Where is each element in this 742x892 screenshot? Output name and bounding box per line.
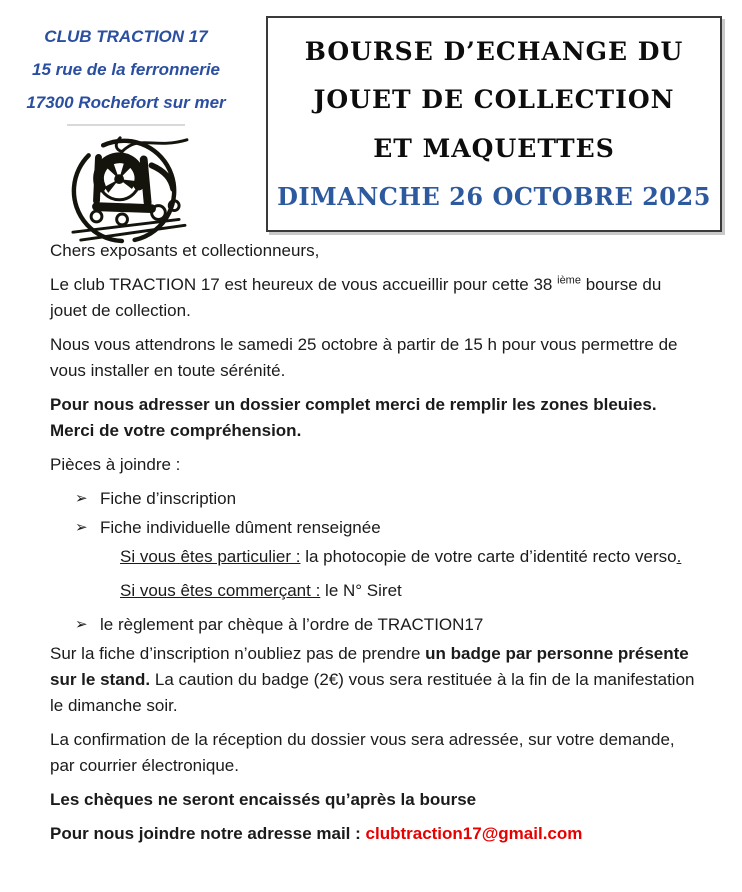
bullet-arrow-icon: ➢ bbox=[75, 490, 88, 507]
club-address-line1: 15 rue de la ferronnerie bbox=[31, 60, 221, 79]
text-run: bourse du jouet de collection. bbox=[50, 275, 662, 320]
paragraph bbox=[50, 544, 700, 570]
event-date: DIMANCHE 26 OCTOBRE 2025 bbox=[277, 181, 711, 211]
text-run: Pour nous adresser un dossier complet merci de remplir les zones bleuies. Merci de votre compréhension. bbox=[50, 395, 657, 440]
paragraph bbox=[50, 578, 700, 604]
text-run: Sur la fiche d’inscription n’oubliez pas de prendre bbox=[50, 644, 426, 663]
document-body bbox=[50, 238, 700, 855]
logo-top-divider bbox=[67, 124, 185, 126]
text-run: le N° Siret bbox=[320, 581, 402, 600]
paragraph bbox=[50, 727, 700, 779]
text-run: Les chèques ne seront encaissés qu’après la bourse bbox=[50, 790, 477, 809]
bullet-item bbox=[50, 515, 700, 541]
text-run: La caution du badge (2€) vous sera restituée à la fin de la manifestation le dimanche soir. bbox=[50, 670, 695, 715]
paragraph bbox=[50, 452, 700, 478]
text-run: Pour nous joindre notre adresse mail : bbox=[50, 824, 366, 843]
club-address-line2: 17300 Rochefort sur mer bbox=[26, 93, 226, 112]
text-run: Nous vous attendrons le samedi 25 octobre à partir de 15 h pour vous permettre de vous installer en toute sérénité. bbox=[50, 335, 678, 380]
event-title-line-3: ET MAQUETTES bbox=[373, 133, 615, 163]
text-run: Fiche d’inscription bbox=[100, 489, 237, 508]
event-title-line-1: BOURSE D’ECHANGE DU bbox=[304, 37, 684, 67]
text-run: la photocopie de votre carte d’identité recto verso bbox=[300, 547, 677, 566]
paragraph bbox=[50, 332, 700, 384]
steam-locomotive-logo bbox=[62, 128, 190, 249]
text-run: Pièces à joindre : bbox=[50, 455, 181, 474]
text-run: Chers exposants et collectionneurs, bbox=[50, 241, 320, 260]
bullet-arrow-icon: ➢ bbox=[75, 616, 88, 633]
train-icon bbox=[62, 128, 190, 244]
text-run: le règlement par chèque à l’ordre de TRACTION17 bbox=[100, 615, 484, 634]
text-run: ième bbox=[557, 274, 581, 287]
text-run: un badge par personne présente sur le stand. bbox=[50, 644, 689, 689]
bullet-item bbox=[50, 486, 700, 512]
paragraph bbox=[50, 238, 700, 264]
text-run: . bbox=[676, 547, 682, 566]
text-run: Le club TRACTION 17 est heureux de vous accueillir pour cette 38 bbox=[50, 275, 558, 294]
paragraph bbox=[50, 392, 700, 444]
event-title-line-2: JOUET DE COLLECTION bbox=[313, 85, 675, 115]
event-title-box bbox=[266, 16, 722, 232]
email-address[interactable]: clubtraction17@gmail.com bbox=[365, 824, 583, 843]
paragraph bbox=[50, 821, 700, 847]
bullet-arrow-icon: ➢ bbox=[75, 519, 88, 536]
paragraph bbox=[50, 641, 700, 719]
text-run: Si vous êtes particulier : bbox=[120, 547, 301, 566]
bullet-item bbox=[50, 612, 700, 638]
paragraph bbox=[50, 787, 700, 813]
club-block bbox=[10, 20, 242, 249]
paragraph bbox=[50, 272, 700, 324]
text-run: La confirmation de la réception du dossier vous sera adressée, sur votre demande, par courrier électronique. bbox=[50, 730, 675, 775]
club-name: CLUB TRACTION 17 bbox=[44, 27, 208, 46]
text-run: Fiche individuelle dûment renseignée bbox=[100, 518, 381, 537]
text-run: Si vous êtes commerçant : bbox=[120, 581, 321, 600]
